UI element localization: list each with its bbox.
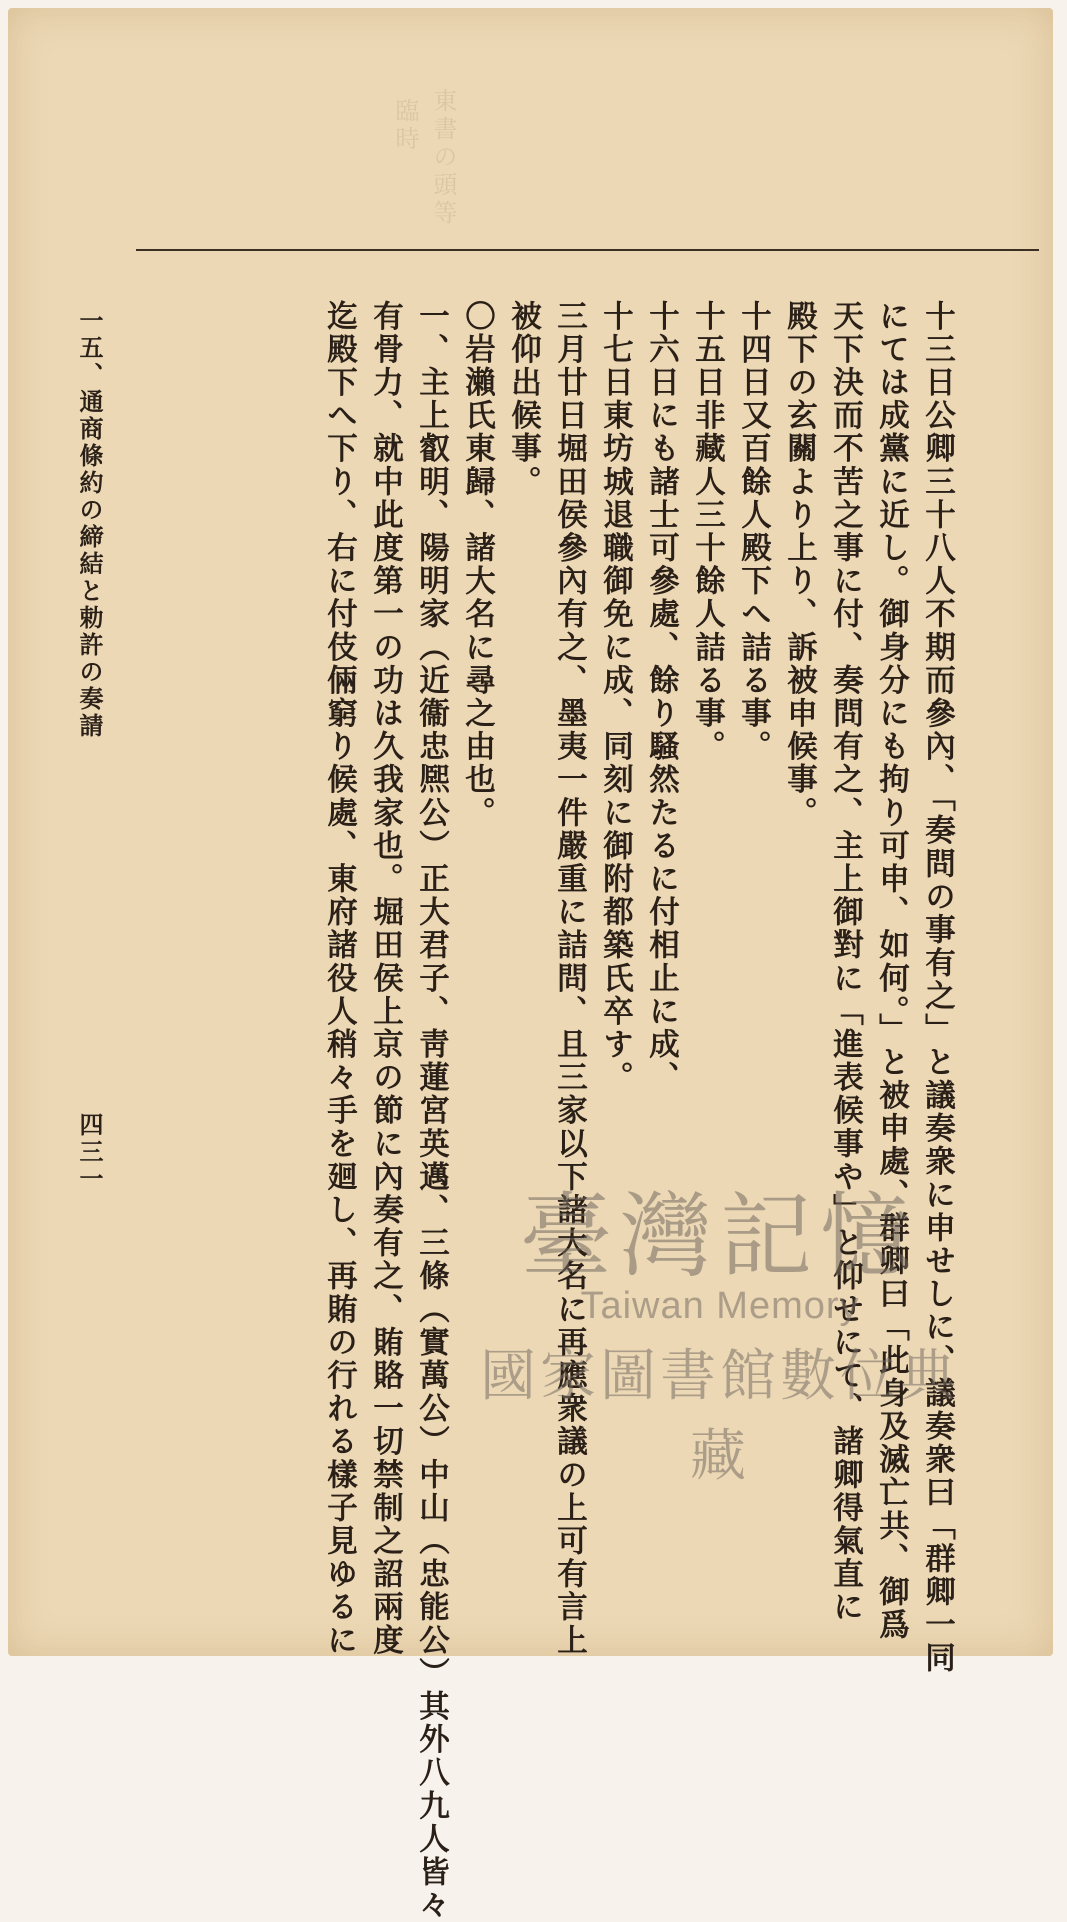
text-column: 十四日又百餘人殿下へ詰る事。 <box>735 300 772 764</box>
page-number: 四三一 <box>75 1112 104 1193</box>
text-column: 十五日非藏人三十餘人詰る事。 <box>689 300 726 764</box>
text-column: 有骨力、就中此度第一の功は久我家也。堀田侯上京の節に內奏有之、賄賂一切禁制之詔兩度 <box>367 300 404 1658</box>
text-column: 十六日にも諸士可參處、餘り騷然たるに付相止に成、 <box>643 300 680 1095</box>
text-column: 十三日公卿三十八人不期而參內、「奏問の事有之」と議奏衆に申せしに、議奏衆曰「群卿一同 <box>919 300 956 1675</box>
running-title: 一五、通商條約の締結と勅許の奏請 <box>75 308 104 740</box>
watermark-english: Taiwan Memory <box>580 1285 860 1328</box>
header-rule <box>136 249 1039 251</box>
watermark-logo: 臺灣記憶 <box>519 1183 920 1290</box>
text-column: 殿下の玄關より上り、訴被申候事。 <box>781 300 818 830</box>
text-column: 十七日東坊城退職御免に成、同刻に御附都築氏卒す。 <box>597 300 634 1095</box>
text-column: 三月廿日堀田侯參內有之、墨夷一件嚴重に詰問、且三家以下諸大名に再應衆議の上可有言上 <box>551 300 588 1658</box>
text-column: にては成黨に近し。御身分にも拘り可申、如何。」と被申處、群卿曰「此身及滅亡共、御爲 <box>873 300 910 1642</box>
text-column: 迄殿下へ下り、右に付伎倆窮り候處、東府諸役人稍々手を廻し、再賄の行れる樣子見ゆるに <box>321 300 358 1658</box>
text-column: 天下決而不苦之事に付、奏問有之、主上御對に「進表候事や」と仰せにて、諸卿得氣直に <box>827 300 864 1624</box>
watermark-institution: 國家圖書館數位典藏 <box>480 1344 960 1490</box>
text-column: 一、主上叡明、陽明家（近衞忠熈公）正大君子、靑蓮宮英邁、三條（實萬公）中山（忠能公）其外八九人皆々 <box>413 300 450 1922</box>
text-column: 被仰出候事。 <box>505 300 542 499</box>
taiwan-memory-watermark <box>470 1183 970 1490</box>
text-column: 〇岩瀨氏東歸、諸大名に尋之由也。 <box>459 300 496 830</box>
bleed-through-text: 臨時 <box>391 98 419 154</box>
bleed-through-text: 東書の頭等 <box>429 88 457 228</box>
